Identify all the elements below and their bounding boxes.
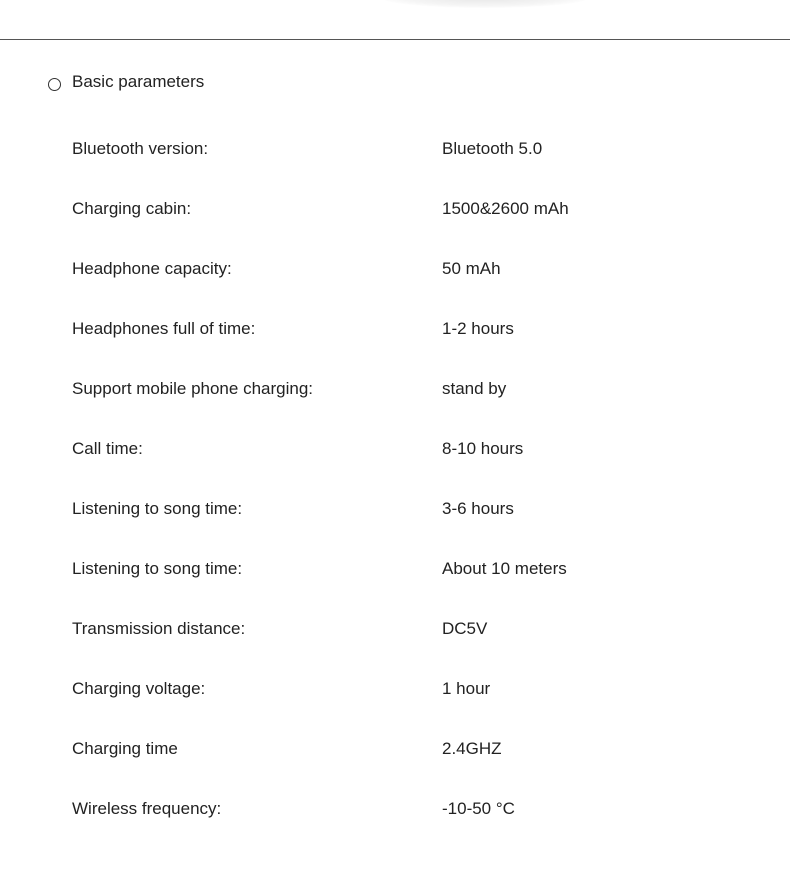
parameter-row — [72, 317, 772, 377]
parameter-value: 1-2 hours — [442, 319, 514, 338]
parameter-value: 1 hour — [442, 679, 491, 698]
parameter-label: Charging voltage: — [72, 679, 206, 698]
parameter-row — [72, 137, 772, 197]
circle-outline-icon — [48, 78, 61, 91]
parameter-row — [72, 437, 772, 497]
parameter-label: Bluetooth version: — [72, 139, 209, 158]
parameter-label: Support mobile phone charging: — [72, 379, 313, 398]
parameter-value: Bluetooth 5.0 — [442, 139, 543, 158]
parameter-label: Charging cabin: — [72, 199, 192, 218]
section-header — [48, 70, 204, 94]
parameter-label: Headphone capacity: — [72, 259, 232, 278]
parameter-value: 2.4GHZ — [442, 739, 502, 758]
parameter-row — [72, 557, 772, 617]
parameter-value: 8-10 hours — [442, 439, 524, 458]
parameter-label: Listening to song time: — [72, 559, 243, 578]
parameter-label: Charging time — [72, 739, 178, 758]
parameter-value: About 10 meters — [442, 559, 567, 578]
parameter-value: 1500&2600 mAh — [442, 199, 569, 218]
parameter-row — [72, 497, 772, 557]
parameter-row — [72, 257, 772, 317]
parameter-row — [72, 617, 772, 677]
parameter-row — [72, 377, 772, 437]
parameter-label: Headphones full of time: — [72, 319, 256, 338]
parameter-list — [72, 137, 772, 857]
section-title: Basic parameters — [72, 72, 205, 91]
parameter-value: stand by — [442, 379, 507, 398]
parameter-value: -10-50 °C — [442, 799, 515, 818]
parameter-label: Listening to song time: — [72, 499, 243, 518]
parameter-row — [72, 797, 772, 857]
parameter-value: 3-6 hours — [442, 499, 514, 518]
parameter-row — [72, 677, 772, 737]
section-divider — [0, 39, 790, 40]
parameter-value: 50 mAh — [442, 259, 501, 278]
parameter-label: Call time: — [72, 439, 143, 458]
parameter-row — [72, 197, 772, 257]
parameter-value: DC5V — [442, 619, 488, 638]
top-product-shadow — [380, 0, 590, 8]
parameter-label: Transmission distance: — [72, 619, 246, 638]
parameter-label: Wireless frequency: — [72, 799, 222, 818]
parameter-row — [72, 737, 772, 797]
